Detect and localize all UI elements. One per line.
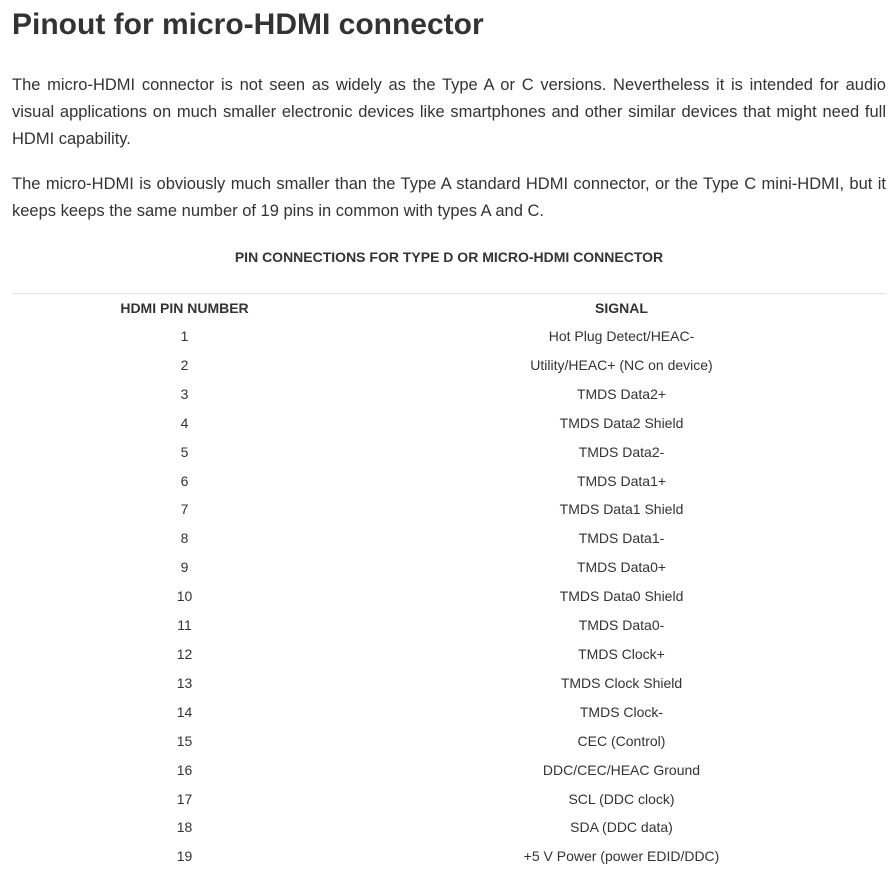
table-row bbox=[12, 813, 886, 842]
table-row bbox=[12, 756, 886, 785]
signal-cell: +5 V Power (power EDID/DDC) bbox=[523, 848, 720, 865]
signal-cell: TMDS Data1- bbox=[578, 530, 665, 547]
table-caption: PIN CONNECTIONS FOR TYPE D OR MICRO-HDMI CONNECTOR bbox=[234, 249, 664, 265]
signal-cell: TMDS Clock+ bbox=[578, 645, 665, 662]
table-row bbox=[12, 553, 886, 582]
size-paragraph: The micro-HDMI is obviously much smaller than the Type A standard HDMI connector, or the Type C mini-HDMI, but it keeps keeps the same number of 19 pins in common with types A and C. bbox=[12, 175, 886, 220]
table-row bbox=[12, 727, 886, 756]
table-row bbox=[12, 582, 886, 611]
pin-number-cell: 8 bbox=[180, 530, 189, 547]
pin-number-cell: 2 bbox=[180, 356, 189, 373]
signal-cell: TMDS Data2 Shield bbox=[559, 414, 684, 431]
header-signal: SIGNAL bbox=[595, 300, 648, 316]
table-row bbox=[12, 842, 886, 871]
signal-cell: TMDS Data1 Shield bbox=[559, 501, 684, 518]
page-title: Pinout for micro-HDMI connector bbox=[12, 8, 484, 41]
table-row bbox=[12, 698, 886, 727]
signal-cell: Hot Plug Detect/HEAC- bbox=[548, 328, 695, 344]
pinout-table bbox=[12, 294, 886, 871]
pin-number-cell: 9 bbox=[180, 559, 189, 576]
signal-cell: TMDS Data0 Shield bbox=[559, 588, 684, 605]
table-body bbox=[12, 322, 886, 871]
table-row bbox=[12, 380, 886, 409]
intro-paragraph: The micro-HDMI connector is not seen as widely as the Type A or C versions. Nevertheless it is intended for audio visual applications on much smaller electronic devices like smartphones and other similar devices that might need full HDMI capability. bbox=[12, 76, 886, 148]
signal-cell: DDC/CEC/HEAC Ground bbox=[542, 761, 701, 778]
signal-cell: TMDS Data2- bbox=[578, 443, 665, 460]
signal-cell: TMDS Data0+ bbox=[576, 559, 667, 576]
pin-number-cell: 5 bbox=[180, 443, 189, 460]
table-row bbox=[12, 785, 886, 814]
pin-number-cell: 12 bbox=[176, 645, 193, 662]
table-row bbox=[12, 524, 886, 553]
table-row bbox=[12, 409, 886, 438]
pin-number-cell: 11 bbox=[177, 617, 192, 634]
pin-number-cell: 18 bbox=[176, 819, 193, 836]
pin-number-cell: 6 bbox=[180, 472, 189, 489]
pin-number-cell: 3 bbox=[180, 385, 189, 402]
table-row bbox=[12, 669, 886, 698]
table-row bbox=[12, 495, 886, 524]
pin-number-cell: 16 bbox=[176, 761, 193, 778]
signal-cell: CEC (Control) bbox=[577, 732, 666, 749]
table-row bbox=[12, 322, 886, 351]
signal-cell: TMDS Clock Shield bbox=[560, 674, 683, 691]
signal-cell: TMDS Data1+ bbox=[576, 472, 667, 489]
header-pin-number: HDMI PIN NUMBER bbox=[120, 300, 249, 316]
signal-cell: TMDS Data0- bbox=[578, 617, 665, 634]
pin-number-cell: 1 bbox=[180, 328, 189, 344]
pin-number-cell: 17 bbox=[176, 790, 193, 807]
signal-cell: TMDS Data2+ bbox=[576, 385, 667, 402]
pin-number-cell: 15 bbox=[176, 732, 193, 749]
table-row bbox=[12, 438, 886, 467]
signal-cell: SDA (DDC data) bbox=[570, 819, 673, 836]
pin-number-cell: 4 bbox=[180, 414, 189, 431]
table-row bbox=[12, 467, 886, 496]
table-header-row bbox=[12, 294, 886, 322]
signal-cell: Utility/HEAC+ (NC on device) bbox=[530, 356, 713, 373]
pin-number-cell: 13 bbox=[176, 674, 193, 691]
table-row bbox=[12, 611, 886, 640]
signal-cell: TMDS Clock- bbox=[579, 703, 664, 720]
pin-number-cell: 14 bbox=[176, 703, 193, 720]
signal-cell: SCL (DDC clock) bbox=[568, 790, 675, 807]
pin-number-cell: 10 bbox=[176, 588, 193, 605]
table-row bbox=[12, 640, 886, 669]
pin-number-cell: 19 bbox=[176, 848, 193, 865]
pin-number-cell: 7 bbox=[180, 501, 189, 518]
table-row bbox=[12, 351, 886, 380]
